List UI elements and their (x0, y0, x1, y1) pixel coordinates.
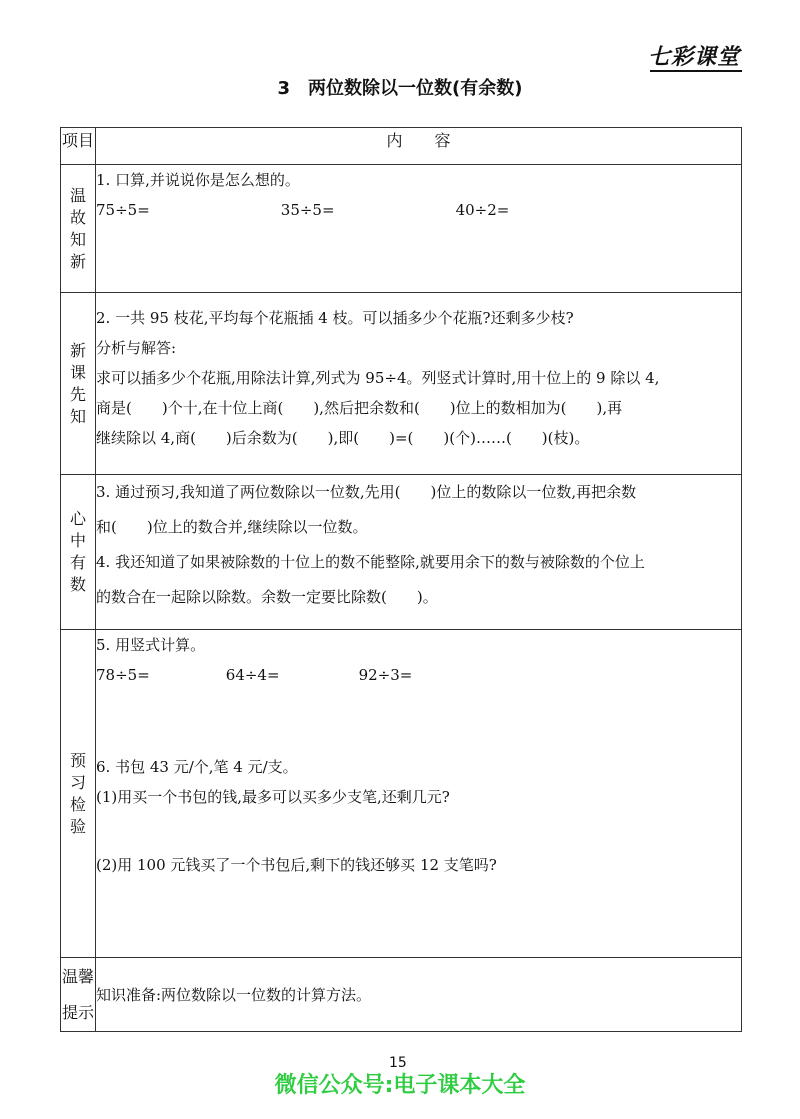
vertical-calc-item: 64÷4= (225, 666, 280, 684)
question-4-line: 的数合在一起除以除数。余数一定要比除数( )。 (96, 588, 438, 606)
label-char: 新 (69, 340, 86, 360)
label-char: 课 (69, 362, 86, 382)
vertical-calc-row (96, 660, 741, 690)
label-char: 先 (69, 384, 86, 404)
label-char: 温 (69, 185, 86, 205)
label-char: 知 (69, 229, 86, 249)
label-char: 数 (69, 575, 86, 594)
section-content-xinke (96, 293, 742, 475)
question-5: 5. 用竖式计算。 (96, 636, 206, 654)
tip-text: 知识准备:两位数除以一位数的计算方法。 (96, 985, 372, 1004)
section-content-xinzhong (96, 475, 742, 630)
label-char: 中 (69, 531, 86, 550)
section-label-xinzhong (61, 475, 96, 630)
page-number: 15 (389, 1055, 407, 1071)
vertical-calc-item: 92÷3= (358, 666, 413, 684)
label-line: 温馨 (61, 966, 94, 986)
section-yuxi (61, 630, 742, 958)
label-char: 故 (69, 207, 86, 227)
watermark: 微信公众号:电子课本大全 (274, 1073, 526, 1098)
header-item: 项目 (61, 128, 96, 165)
question-6-2: (2)用 100 元钱买了一个书包后,剩下的钱还够买 12 支笔吗? (96, 856, 497, 874)
label-char: 有 (69, 553, 86, 572)
label-char: 验 (69, 816, 86, 836)
vertical-calc-item: 78÷5= (96, 666, 150, 684)
question-6-1: (1)用买一个书包的钱,最多可以买多少支笔,还剩几元? (96, 788, 450, 806)
section-content-tishi (96, 958, 742, 1032)
label-char: 新 (69, 251, 86, 271)
label-char: 检 (69, 794, 86, 814)
oral-calc-item: 75÷5= (96, 201, 150, 219)
question-4-line: 4. 我还知道了如果被除数的十位上的数不能整除,就要用余下的数与被除数的个位上 (96, 553, 645, 571)
question-3-line: 3. 通过预习,我知道了两位数除以一位数,先用( )位上的数除以一位数,再把余数 (96, 483, 637, 501)
work-space (96, 690, 741, 752)
section-wengu (61, 165, 742, 293)
section-xinzhong (61, 475, 742, 630)
section-label-wengu (61, 165, 96, 293)
oral-calc-item: 35÷5= (280, 201, 335, 219)
question-2: 2. 一共 95 枝花,平均每个花瓶插 4 枝。可以插多少个花瓶?还剩多少枝? (96, 309, 574, 327)
lesson-table (60, 127, 742, 1032)
section-label-yuxi (61, 630, 96, 958)
oral-calc-item: 40÷2= (455, 201, 510, 219)
brand-logo: 七彩课堂 (647, 45, 740, 70)
page-title: 3 两位数除以一位数(有余数) (277, 78, 523, 99)
oral-calc-row (96, 195, 741, 225)
question-3-line: 和( )位上的数合并,继续除以一位数。 (96, 518, 368, 536)
brand-underline (650, 70, 742, 72)
header-content: 内 容 (96, 128, 742, 165)
section-content-wengu (96, 165, 742, 293)
question-1: 1. 口算,并说说你是怎么想的。 (96, 171, 300, 189)
work-space (96, 812, 741, 850)
label-char: 预 (69, 750, 86, 770)
section-label-xinke (61, 293, 96, 475)
label-line: 提示 (61, 1002, 94, 1022)
analysis-label: 分析与解答: (96, 339, 177, 357)
table-header-row (61, 128, 742, 165)
analysis-line: 继续除以 4,商( )后余数为( ),即( )=( )(个)……( )(枝)。 (96, 429, 590, 447)
label-char: 心 (69, 509, 86, 528)
section-label-tishi (61, 958, 96, 1032)
analysis-line: 商是( )个十,在十位上商( ),然后把余数和( )位上的数相加为( ),再 (96, 399, 623, 417)
analysis-line: 求可以插多少个花瓶,用除法计算,列式为 95÷4。列竖式计算时,用十位上的 9 除以 4, (96, 369, 660, 387)
section-xinke (61, 293, 742, 475)
label-char: 知 (69, 406, 86, 426)
label-char: 习 (69, 772, 86, 792)
question-6: 6. 书包 43 元/个,笔 4 元/支。 (96, 758, 298, 776)
section-content-yuxi (96, 630, 742, 958)
section-tishi (61, 958, 742, 1032)
